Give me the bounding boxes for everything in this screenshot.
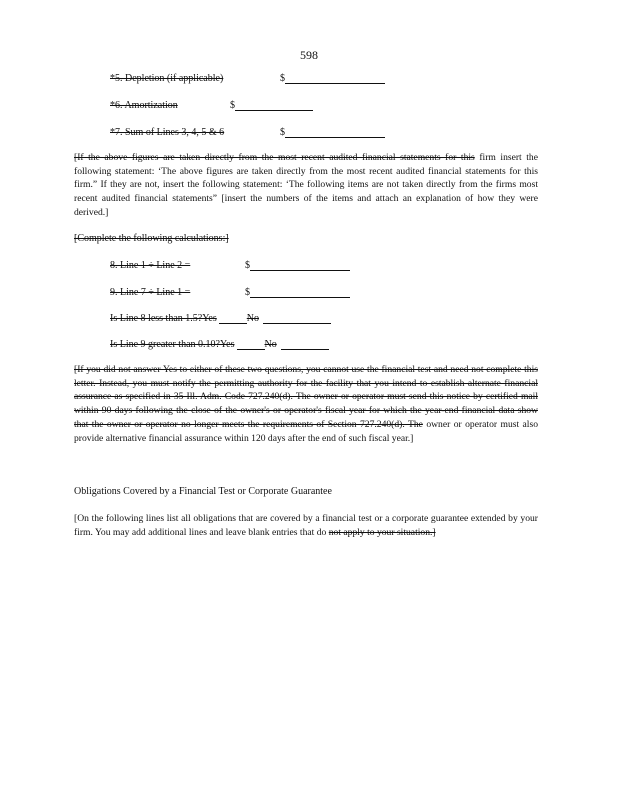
calc-label: 9. Line 7 ÷ Line 1 = [110,287,191,298]
no-label: No [264,339,277,350]
amount-blank [250,259,350,271]
obligations-heading: Obligations Covered by a Financial Test or Corporate Guarantee [74,486,332,497]
question-row-line-8 [110,312,331,324]
amount-blank [285,126,385,138]
calc-row-8 [110,259,350,271]
no-blank [281,338,329,350]
item-row-5 [110,72,385,84]
question-text: Is Line 9 greater than 0.10?Yes [110,339,235,350]
no-label: No [246,313,259,324]
instruction-struck-text: not apply to your situation.] [328,526,436,538]
currency-symbol: $ [230,100,235,111]
amount-blank [235,99,313,111]
yes-blank [237,338,265,350]
currency-symbol: $ [245,260,250,271]
instruction-struck-text: [If you did not answer Yes to either of these two questions, you cannot use the financial test and need not complete this letter. Instead, you must notify the permitting authority for the facility that you intend to establish alternate financial assurance as specified in 35 Ill. Adm. Code 727.240(d). The owner or operator must send this notice by certified mail within 90 days following the close of the owner's or operator's fiscal year for which the year-end financial data show that the owner or operator no longer meets the requirements of Section 727.240(d). The [74,364,538,430]
complete-calculations-heading: [Complete the following calculations:] [74,233,229,244]
instruction-text: [On the following lines list all obligations that are covered by a financial test or a corporate guarantee extended by your firm. You may add additional lines and leave blank entries that do [74,513,538,538]
instruction-struck-text: [If the above figures are taken directly from the most recent audited financial statements for this [74,152,475,163]
instruction-paragraph-2 [74,363,538,445]
amount-blank [250,286,350,298]
item-label: *7. Sum of Lines 3, 4, 5 & 6 [110,127,225,138]
calc-row-9 [110,286,350,298]
instruction-text: firm insert the following statement: ‘The above figures are taken directly from the most recent audited financial statements for this firm.” If they are not, insert the following statement: ‘The following items are not taken directly from the firms most recent audited financial statements” [insert the numbers of the items and attach an explanation of how they were derived.] [74,152,538,218]
currency-symbol: $ [245,287,250,298]
page-number: 598 [300,48,318,62]
item-row-6 [110,99,313,111]
question-text: Is Line 8 less than 1.5?Yes [110,313,217,324]
item-label: *6. Amortization [110,100,178,111]
no-blank [263,312,331,324]
instruction-paragraph-3 [74,512,538,539]
currency-symbol: $ [280,73,285,84]
item-label: *5. Depletion (if applicable) [110,73,224,84]
calc-label: 8. Line 1 ÷ Line 2 = [110,260,191,271]
item-row-7 [110,126,385,138]
yes-blank [219,312,247,324]
currency-symbol: $ [280,127,285,138]
amount-blank [285,72,385,84]
question-row-line-9 [110,338,329,350]
instruction-paragraph-1 [74,151,538,220]
instruction-text: owner or operator must also provide alternative financial assurance within 120 days after the end of such fiscal year.] [74,418,539,444]
